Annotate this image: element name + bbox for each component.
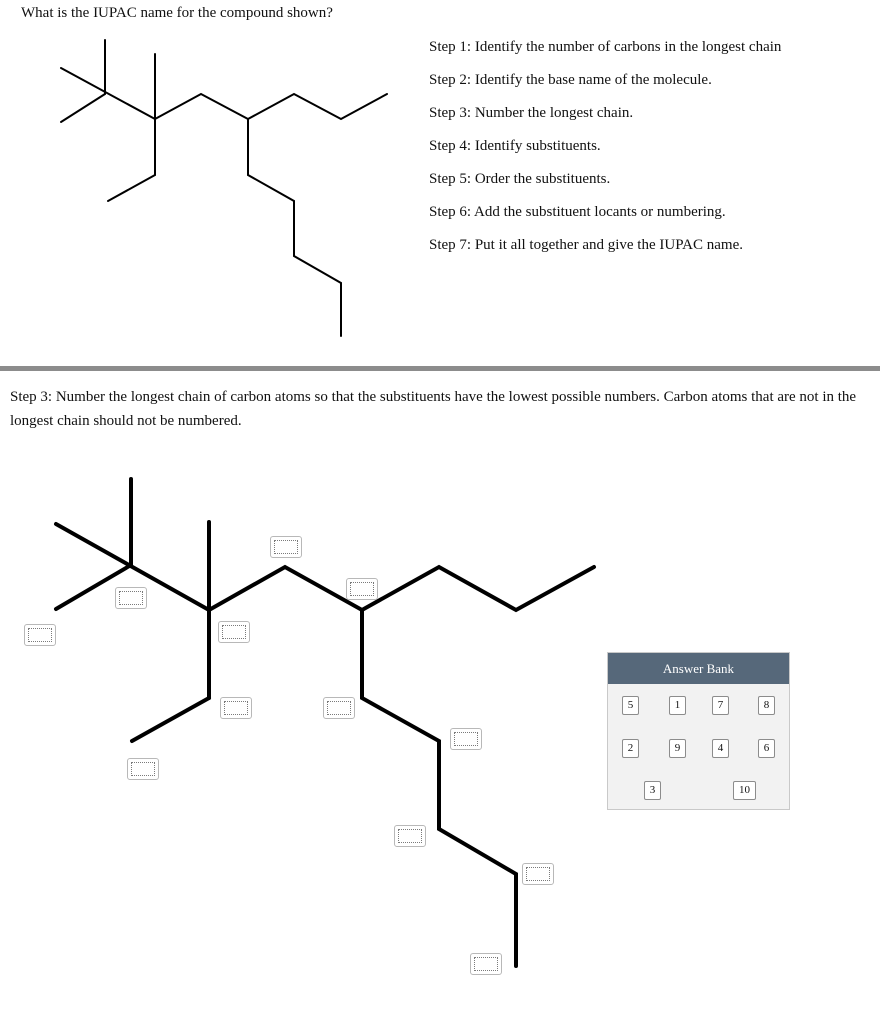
bond [132, 698, 209, 741]
step3-instruction: Step 3: Number the longest chain of carbon atoms so that the substituents have the lowest possible numbers. Carbon atoms that are not in the longest chain should not be numbered. [10, 389, 857, 429]
step-item: Step 4: Identify substituents. [429, 138, 601, 154]
number-drop-target[interactable] [323, 697, 355, 719]
bond-chain [362, 610, 516, 966]
answer-tile[interactable]: 6 [758, 739, 775, 758]
step-item: Step 3: Number the longest chain. [429, 105, 634, 121]
step-item: Step 6: Add the substituent locants or numbering. [429, 204, 726, 220]
answer-tile[interactable]: 7 [712, 696, 729, 715]
number-drop-target[interactable] [394, 825, 426, 847]
step-item: Step 5: Order the substituents. [429, 171, 611, 187]
step-item: Step 2: Identify the base name of the molecule. [429, 72, 712, 88]
step-item: Step 7: Put it all together and give the IUPAC name. [429, 237, 743, 253]
step-item: Step 1: Identify the number of carbons in the longest chain [429, 39, 782, 55]
answer-bank [607, 652, 790, 810]
bond-chain [209, 567, 594, 610]
answer-tile[interactable]: 4 [712, 739, 729, 758]
number-drop-target[interactable] [115, 587, 147, 609]
number-drop-target[interactable] [450, 728, 482, 750]
number-drop-target[interactable] [24, 624, 56, 646]
answer-tile[interactable]: 3 [644, 781, 661, 800]
number-drop-target[interactable] [220, 697, 252, 719]
number-drop-target[interactable] [127, 758, 159, 780]
question-text: What is the IUPAC name for the compound shown? [21, 5, 333, 21]
number-drop-target[interactable] [346, 578, 378, 600]
number-drop-target[interactable] [218, 621, 250, 643]
number-drop-target[interactable] [522, 863, 554, 885]
answer-bank-title: Answer Bank [608, 653, 789, 684]
answer-tile[interactable]: 2 [622, 739, 639, 758]
number-drop-target[interactable] [270, 536, 302, 558]
number-drop-target[interactable] [470, 953, 502, 975]
answer-tile[interactable]: 8 [758, 696, 775, 715]
answer-tile[interactable]: 5 [622, 696, 639, 715]
answer-tile[interactable]: 9 [669, 739, 686, 758]
answer-tile[interactable]: 10 [733, 781, 756, 800]
answer-tile[interactable]: 1 [669, 696, 686, 715]
